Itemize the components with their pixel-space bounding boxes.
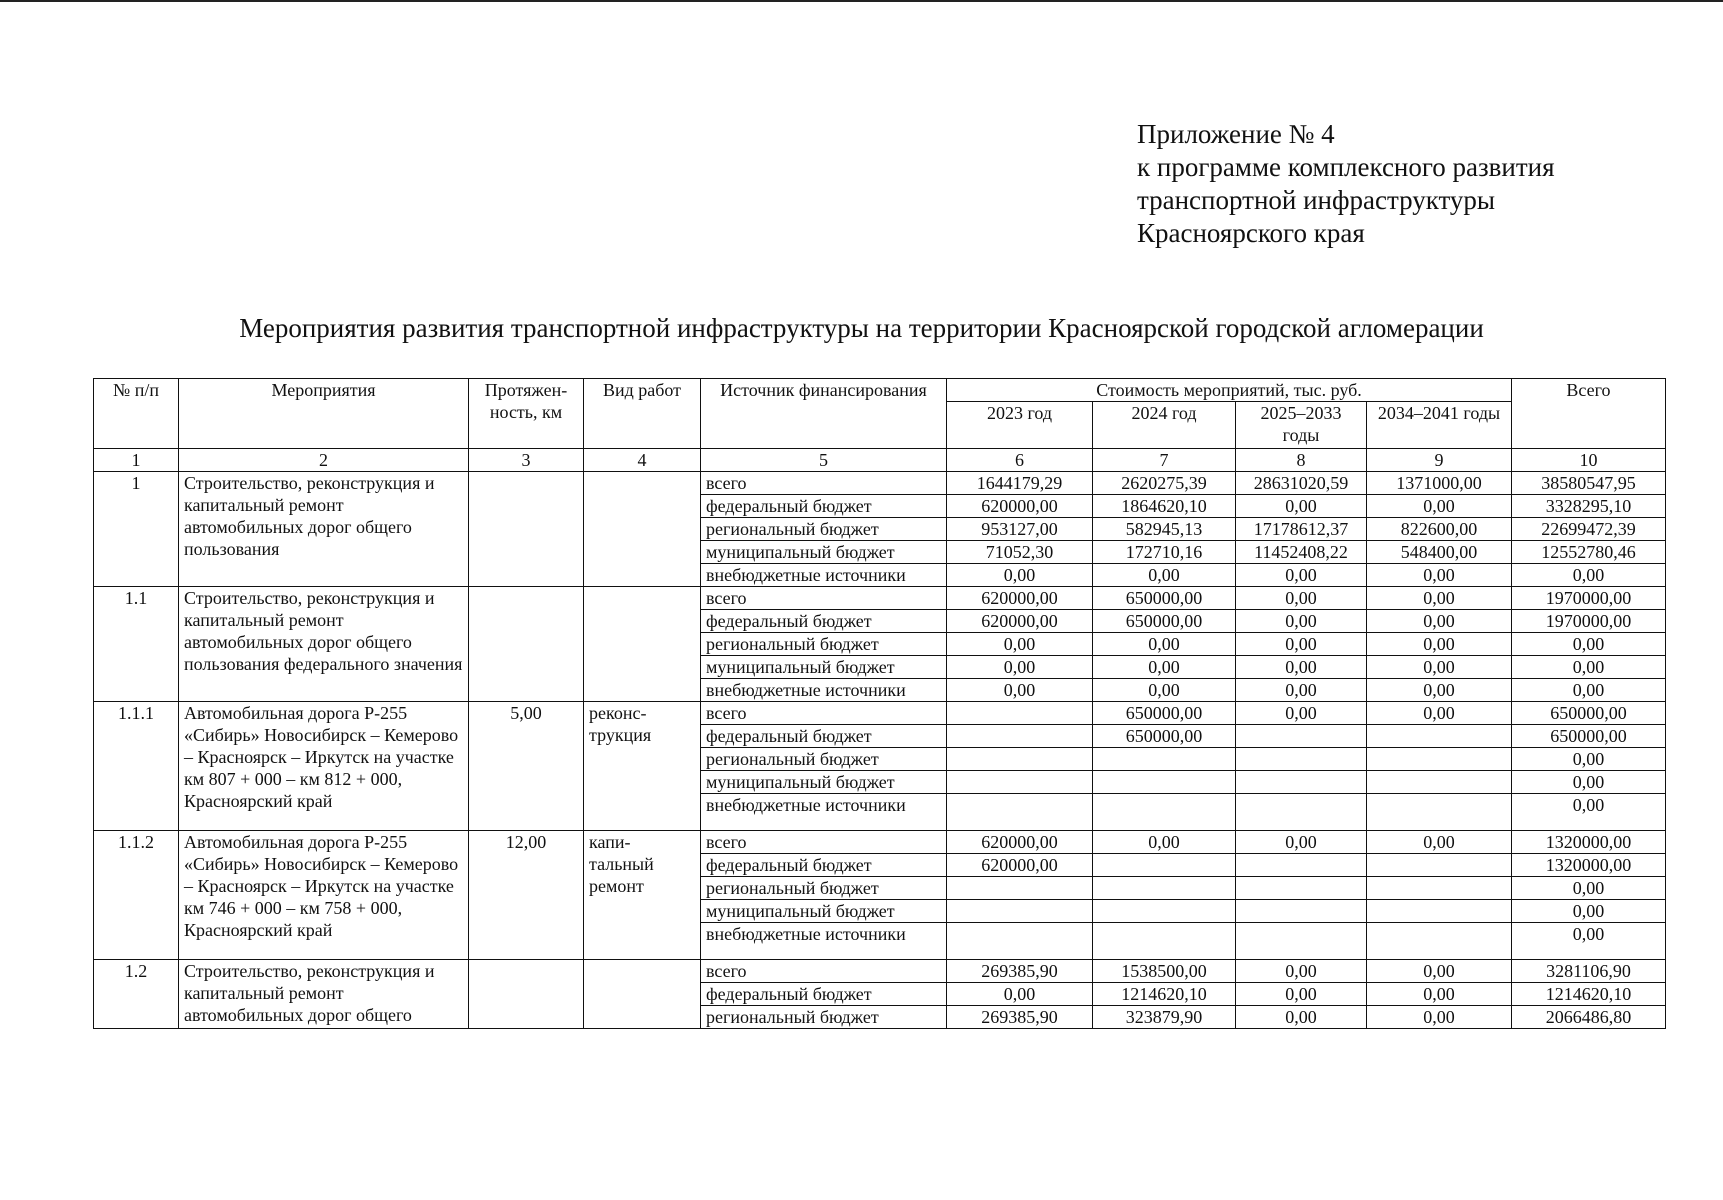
- value-2034-2041: 0,00: [1367, 495, 1512, 518]
- source-cell: всего: [701, 831, 947, 854]
- length-value: 5,00: [469, 702, 584, 831]
- column-number: 7: [1093, 449, 1236, 472]
- value-2034-2041: 0,00: [1367, 633, 1512, 656]
- value-2034-2041: 0,00: [1367, 679, 1512, 702]
- value-2024: 172710,16: [1093, 541, 1236, 564]
- source-cell: муниципальный бюджет: [701, 900, 947, 923]
- value-2023: 71052,30: [947, 541, 1093, 564]
- value-total: 3328295,10: [1512, 495, 1666, 518]
- event-name: Строительство, реконструкция и капитальный ремонт автомобильных дорог общего пользования: [179, 472, 469, 587]
- value-2024: 0,00: [1093, 831, 1236, 854]
- value-2023: [947, 923, 1093, 960]
- value-2034-2041: 0,00: [1367, 983, 1512, 1006]
- source-cell: всего: [701, 702, 947, 725]
- value-2023: 620000,00: [947, 831, 1093, 854]
- value-2034-2041: 0,00: [1367, 564, 1512, 587]
- header-total: Всего: [1512, 379, 1666, 449]
- value-2034-2041: [1367, 794, 1512, 831]
- header-row-1: [94, 379, 1666, 402]
- value-2025-2033: [1236, 854, 1367, 877]
- value-2024: 650000,00: [1093, 702, 1236, 725]
- value-2023: 0,00: [947, 983, 1093, 1006]
- value-2024: 582945,13: [1093, 518, 1236, 541]
- value-2034-2041: 0,00: [1367, 1006, 1512, 1029]
- value-2023: 620000,00: [947, 587, 1093, 610]
- column-number: 4: [584, 449, 701, 472]
- value-2023: 620000,00: [947, 610, 1093, 633]
- appendix-line: Красноярского края: [1137, 218, 1365, 248]
- event-name: Автомобильная дорога Р-255 «Сибирь» Новосибирск – Кемерово – Красноярск – Иркутск на участке км 746 + 000 – км 758 + 000, Красноярский край: [179, 831, 469, 960]
- value-2034-2041: [1367, 854, 1512, 877]
- value-2024: [1093, 900, 1236, 923]
- source-cell: региональный бюджет: [701, 748, 947, 771]
- value-2023: 0,00: [947, 656, 1093, 679]
- value-2023: 620000,00: [947, 495, 1093, 518]
- source-cell: внебюджетные источники: [701, 679, 947, 702]
- value-2023: 0,00: [947, 679, 1093, 702]
- value-2034-2041: 0,00: [1367, 656, 1512, 679]
- value-2023: 0,00: [947, 633, 1093, 656]
- value-total: 650000,00: [1512, 725, 1666, 748]
- value-2025-2033: 0,00: [1236, 495, 1367, 518]
- value-2024: 323879,90: [1093, 1006, 1236, 1029]
- work-type: капи-тальный ремонт: [584, 831, 701, 960]
- column-number: 10: [1512, 449, 1666, 472]
- value-2023: [947, 900, 1093, 923]
- value-2025-2033: [1236, 794, 1367, 831]
- value-total: 0,00: [1512, 771, 1666, 794]
- value-2023: [947, 748, 1093, 771]
- source-cell: федеральный бюджет: [701, 610, 947, 633]
- header-2034-2041: 2034–2041 годы: [1367, 402, 1512, 449]
- header-length: Протяжен-ность, км: [469, 379, 584, 449]
- length-value: 12,00: [469, 831, 584, 960]
- value-total: 1970000,00: [1512, 587, 1666, 610]
- value-2023: [947, 725, 1093, 748]
- source-cell: региональный бюджет: [701, 633, 947, 656]
- value-total: 12552780,46: [1512, 541, 1666, 564]
- value-total: 38580547,95: [1512, 472, 1666, 495]
- value-total: 3281106,90: [1512, 960, 1666, 983]
- value-total: 0,00: [1512, 900, 1666, 923]
- value-2025-2033: 17178612,37: [1236, 518, 1367, 541]
- value-2025-2033: [1236, 748, 1367, 771]
- source-cell: федеральный бюджет: [701, 725, 947, 748]
- header-num: № п/п: [94, 379, 179, 449]
- value-2023: 1644179,29: [947, 472, 1093, 495]
- source-cell: региональный бюджет: [701, 1006, 947, 1029]
- value-2034-2041: [1367, 923, 1512, 960]
- value-2025-2033: [1236, 877, 1367, 900]
- work-type: реконс-трукция: [584, 702, 701, 831]
- value-2023: 269385,90: [947, 1006, 1093, 1029]
- value-2034-2041: [1367, 748, 1512, 771]
- table-row: [94, 702, 1666, 725]
- value-2024: 0,00: [1093, 679, 1236, 702]
- value-total: 0,00: [1512, 748, 1666, 771]
- value-2025-2033: 0,00: [1236, 983, 1367, 1006]
- source-cell: федеральный бюджет: [701, 495, 947, 518]
- event-name: Строительство, реконструкция и капитальный ремонт автомобильных дорог общего: [179, 960, 469, 1029]
- column-number: 6: [947, 449, 1093, 472]
- table-row: [94, 587, 1666, 610]
- value-2024: 1864620,10: [1093, 495, 1236, 518]
- value-2023: 0,00: [947, 564, 1093, 587]
- event-name: Строительство, реконструкция и капитальный ремонт автомобильных дорог общего пользования федерального значения: [179, 587, 469, 702]
- source-cell: внебюджетные источники: [701, 794, 947, 831]
- header-work-type: Вид работ: [584, 379, 701, 449]
- value-2024: 650000,00: [1093, 587, 1236, 610]
- work-type: [584, 472, 701, 587]
- value-total: 0,00: [1512, 633, 1666, 656]
- value-2025-2033: [1236, 771, 1367, 794]
- value-total: 1214620,10: [1512, 983, 1666, 1006]
- source-cell: федеральный бюджет: [701, 854, 947, 877]
- work-type: [584, 960, 701, 1029]
- header-cost: Стоимость мероприятий, тыс. руб.: [947, 379, 1512, 402]
- value-2023: [947, 771, 1093, 794]
- column-number: 8: [1236, 449, 1367, 472]
- value-2024: 650000,00: [1093, 610, 1236, 633]
- value-2024: 2620275,39: [1093, 472, 1236, 495]
- column-number: 2: [179, 449, 469, 472]
- source-cell: региональный бюджет: [701, 877, 947, 900]
- source-cell: всего: [701, 960, 947, 983]
- value-2025-2033: 0,00: [1236, 656, 1367, 679]
- column-number-row: [94, 449, 1666, 472]
- value-2025-2033: [1236, 923, 1367, 960]
- column-number: 1: [94, 449, 179, 472]
- value-2034-2041: 822600,00: [1367, 518, 1512, 541]
- value-2025-2033: 0,00: [1236, 633, 1367, 656]
- value-total: 1320000,00: [1512, 854, 1666, 877]
- value-2025-2033: 0,00: [1236, 831, 1367, 854]
- value-2025-2033: 0,00: [1236, 587, 1367, 610]
- value-2034-2041: [1367, 900, 1512, 923]
- value-2023: 953127,00: [947, 518, 1093, 541]
- value-2023: [947, 794, 1093, 831]
- value-2025-2033: 28631020,59: [1236, 472, 1367, 495]
- value-2034-2041: 0,00: [1367, 831, 1512, 854]
- length-value: [469, 960, 584, 1029]
- source-cell: региональный бюджет: [701, 518, 947, 541]
- value-2025-2033: [1236, 725, 1367, 748]
- value-2034-2041: [1367, 771, 1512, 794]
- value-2024: [1093, 771, 1236, 794]
- header-2024: 2024 год: [1093, 402, 1236, 449]
- appendix-line: к программе комплексного развития: [1137, 152, 1555, 182]
- work-type: [584, 587, 701, 702]
- value-2034-2041: [1367, 877, 1512, 900]
- value-2034-2041: 0,00: [1367, 702, 1512, 725]
- table-row: [94, 960, 1666, 983]
- value-2024: 0,00: [1093, 633, 1236, 656]
- value-total: 650000,00: [1512, 702, 1666, 725]
- appendix-line: Приложение № 4: [1137, 119, 1335, 149]
- source-cell: федеральный бюджет: [701, 983, 947, 1006]
- row-number: 1: [94, 472, 179, 587]
- value-total: 0,00: [1512, 794, 1666, 831]
- value-2024: 1214620,10: [1093, 983, 1236, 1006]
- row-number: 1.1.1: [94, 702, 179, 831]
- value-total: 0,00: [1512, 564, 1666, 587]
- value-total: 2066486,80: [1512, 1006, 1666, 1029]
- value-2024: 0,00: [1093, 564, 1236, 587]
- value-2024: [1093, 794, 1236, 831]
- value-2024: [1093, 877, 1236, 900]
- page-top-border: [0, 0, 1723, 2]
- value-2025-2033: 0,00: [1236, 702, 1367, 725]
- header-event: Мероприятия: [179, 379, 469, 449]
- table-row: [94, 831, 1666, 854]
- row-number: 1.2: [94, 960, 179, 1029]
- source-cell: муниципальный бюджет: [701, 771, 947, 794]
- row-number: 1.1: [94, 587, 179, 702]
- value-2034-2041: 548400,00: [1367, 541, 1512, 564]
- value-2024: 1538500,00: [1093, 960, 1236, 983]
- row-number: 1.1.2: [94, 831, 179, 960]
- value-2024: [1093, 748, 1236, 771]
- column-number: 3: [469, 449, 584, 472]
- activities-table: [93, 378, 1666, 1029]
- value-2034-2041: 1371000,00: [1367, 472, 1512, 495]
- value-2025-2033: 0,00: [1236, 610, 1367, 633]
- source-cell: внебюджетные источники: [701, 564, 947, 587]
- value-2024: 650000,00: [1093, 725, 1236, 748]
- value-2034-2041: [1367, 725, 1512, 748]
- value-2025-2033: 11452408,22: [1236, 541, 1367, 564]
- header-2023: 2023 год: [947, 402, 1093, 449]
- value-total: 1970000,00: [1512, 610, 1666, 633]
- table-body: [94, 472, 1666, 1029]
- appendix-block: [1137, 118, 1555, 250]
- value-2023: [947, 702, 1093, 725]
- value-total: 0,00: [1512, 679, 1666, 702]
- value-2025-2033: 0,00: [1236, 1006, 1367, 1029]
- source-cell: внебюджетные источники: [701, 923, 947, 960]
- value-2023: 269385,90: [947, 960, 1093, 983]
- column-number: 5: [701, 449, 947, 472]
- source-cell: всего: [701, 587, 947, 610]
- source-cell: всего: [701, 472, 947, 495]
- value-2025-2033: 0,00: [1236, 564, 1367, 587]
- column-number: 9: [1367, 449, 1512, 472]
- value-2023: [947, 877, 1093, 900]
- value-total: 1320000,00: [1512, 831, 1666, 854]
- length-value: [469, 472, 584, 587]
- event-name: Автомобильная дорога Р-255 «Сибирь» Новосибирск – Кемерово – Красноярск – Иркутск на участке км 807 + 000 – км 812 + 000, Красноярский край: [179, 702, 469, 831]
- value-2034-2041: 0,00: [1367, 587, 1512, 610]
- value-total: 0,00: [1512, 923, 1666, 960]
- value-total: 0,00: [1512, 656, 1666, 679]
- value-2025-2033: 0,00: [1236, 679, 1367, 702]
- source-cell: муниципальный бюджет: [701, 656, 947, 679]
- value-2024: 0,00: [1093, 656, 1236, 679]
- header-2025-2033: 2025–2033 годы: [1236, 402, 1367, 449]
- value-2025-2033: [1236, 900, 1367, 923]
- length-value: [469, 587, 584, 702]
- value-2023: 620000,00: [947, 854, 1093, 877]
- value-total: 22699472,39: [1512, 518, 1666, 541]
- header-source: Источник финансирования: [701, 379, 947, 449]
- value-2034-2041: 0,00: [1367, 960, 1512, 983]
- table-row: [94, 472, 1666, 495]
- source-cell: муниципальный бюджет: [701, 541, 947, 564]
- value-2024: [1093, 854, 1236, 877]
- document-title: Мероприятия развития транспортной инфраструктуры на территории Красноярской городской агломерации: [239, 313, 1484, 343]
- value-2025-2033: 0,00: [1236, 960, 1367, 983]
- value-2024: [1093, 923, 1236, 960]
- value-total: 0,00: [1512, 877, 1666, 900]
- appendix-line: транспортной инфраструктуры: [1137, 185, 1496, 215]
- value-2034-2041: 0,00: [1367, 610, 1512, 633]
